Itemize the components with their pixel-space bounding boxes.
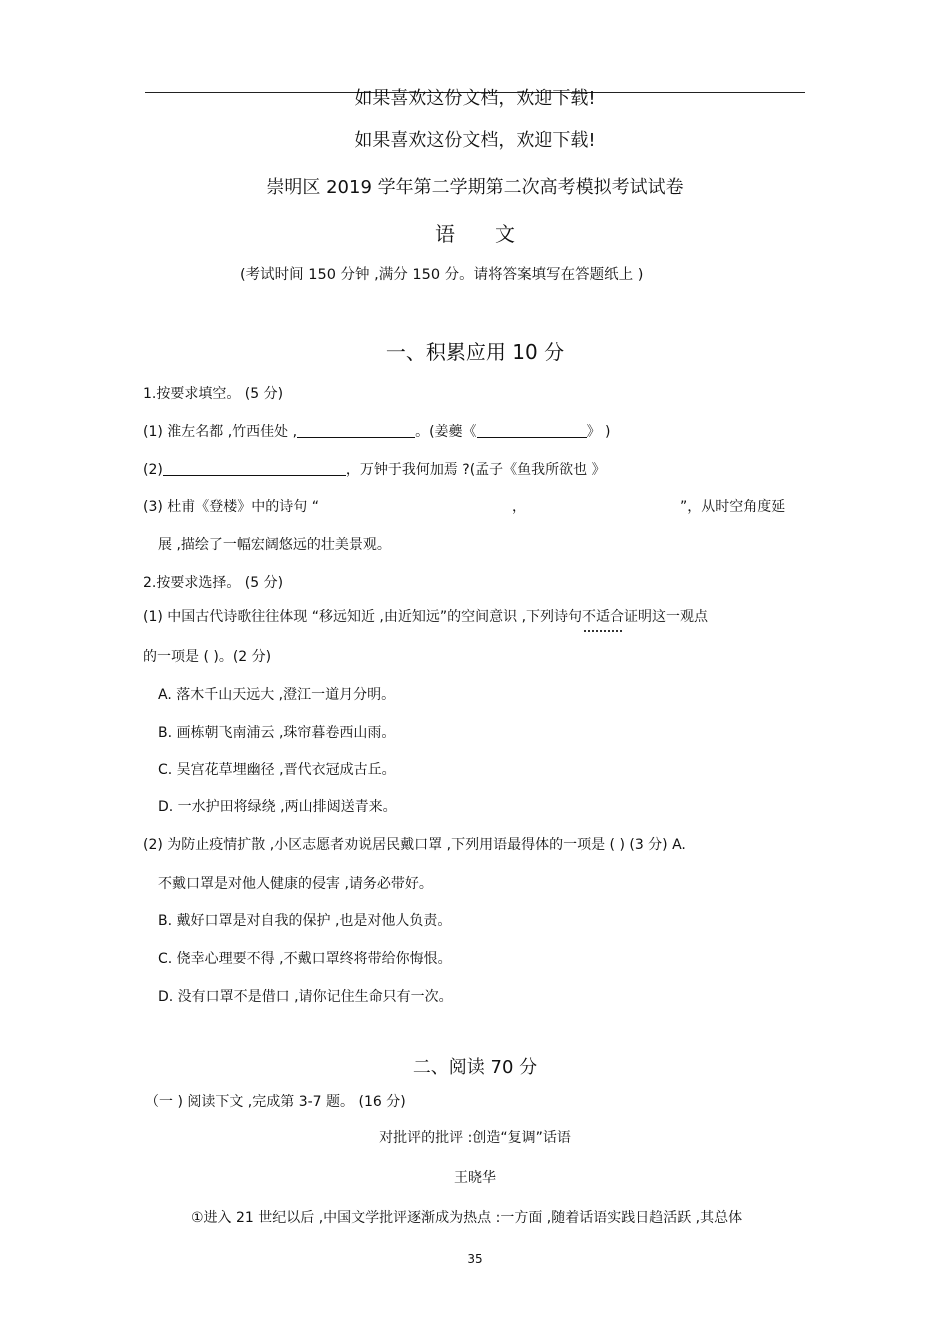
q1-item2-text-b: ，万钟于我何加焉 ?(孟子《鱼我所欲也 》 [345, 462, 606, 478]
q2-sub2-option-c: C. 侥幸心理要不得 ,不戴口罩终将带给你悔恨。 [158, 951, 452, 967]
q2-sub1-text-a: (1) 中国古代诗歌往往体现 “移远知近 ,由近知远”的空间意识 ,下列诗句 [143, 609, 583, 625]
q1-item3-c: ”，从时空角度延 [680, 499, 786, 515]
section2-title: 二、阅读 70 分 [412, 1057, 538, 1078]
q2-sub1-option-a: A. 落木千山天远大 ,澄江一道月分明。 [158, 687, 396, 703]
q1-item3-b: ， [512, 499, 526, 515]
part1-heading: （一 ) 阅读下文 ,完成第 3-7 题。 (16 分) [145, 1094, 406, 1110]
exam-note: (考试时间 150 分钟 ,满分 150 分。请将答案填写在答题纸上 ) [240, 267, 644, 283]
answer-blank [297, 423, 415, 438]
q1-item1-text-c: 》 ) [586, 424, 611, 440]
q1-item2 [143, 459, 606, 479]
article-paragraph-1: ①进入 21 世纪以后 ,中国文学批评逐渐成为热点 :一方面 ,随着话语实践日趋活跃 ,其总体 [191, 1210, 743, 1226]
answer-blank [163, 461, 346, 476]
emphasis-not-suitable: 不适合 [582, 606, 624, 626]
section1-title: 一、积累应用 10 分 [385, 340, 565, 364]
q2-sub1-text-b: 证明这一观点 [624, 609, 709, 625]
answer-blank [477, 423, 587, 438]
q2-sub2-option-a: 不戴口罩是对他人健康的侵害 ,请务必带好。 [158, 876, 433, 892]
q1-item3-cont: 展 ,描绘了一幅宏阔悠远的壮美景观。 [158, 537, 391, 553]
q1-item1-text-b: 。(姜夔《 [415, 424, 477, 440]
q2-sub2-option-b: B. 戴好口罩是对自我的保护 ,也是对他人负责。 [158, 913, 452, 929]
q2-sub1 [143, 606, 708, 626]
watermark-top: 如果喜欢这份文档，欢迎下载! [354, 88, 596, 109]
q2-sub1-option-b: B. 画栋朝飞南浦云 ,珠帘暮卷西山雨。 [158, 725, 396, 741]
watermark-repeat: 如果喜欢这份文档，欢迎下载! [354, 130, 596, 151]
page-number: 35 [467, 1252, 483, 1266]
subject-title: 语 文 [435, 222, 515, 246]
q2-heading: 2.按要求选择。 (5 分) [143, 575, 284, 591]
exam-title: 崇明区 2019 学年第二学期第二次高考模拟考试试卷 [266, 177, 684, 198]
q1-item1-text-a: (1) 淮左名都 ,竹西佳处 , [143, 424, 298, 440]
q2-sub1-option-d: D. 一水护田将绿绕 ,两山排闼送青来。 [158, 799, 397, 815]
q2-sub2-option-d: D. 没有口罩不是借口 ,请你记住生命只有一次。 [158, 989, 453, 1005]
q1-item3-a: (3) 杜甫《登楼》中的诗句 “ [143, 499, 319, 515]
article-title: 对批评的批评 :创造“复调”话语 [379, 1130, 571, 1146]
article-author: 王晓华 [454, 1170, 496, 1186]
q1-item1 [143, 421, 610, 441]
q1-item2-text-a: (2) [143, 462, 163, 478]
q1-heading: 1.按要求填空。 (5 分) [143, 386, 284, 402]
q2-sub1-cont: 的一项是 ( )。(2 分) [143, 649, 272, 665]
q2-sub2: (2) 为防止疫情扩散 ,小区志愿者劝说居民戴口罩 ,下列用语最得体的一项是 ( ) (3 分) A. [143, 837, 686, 853]
q2-sub1-option-c: C. 吴宫花草埋幽径 ,晋代衣冠成古丘。 [158, 762, 396, 778]
